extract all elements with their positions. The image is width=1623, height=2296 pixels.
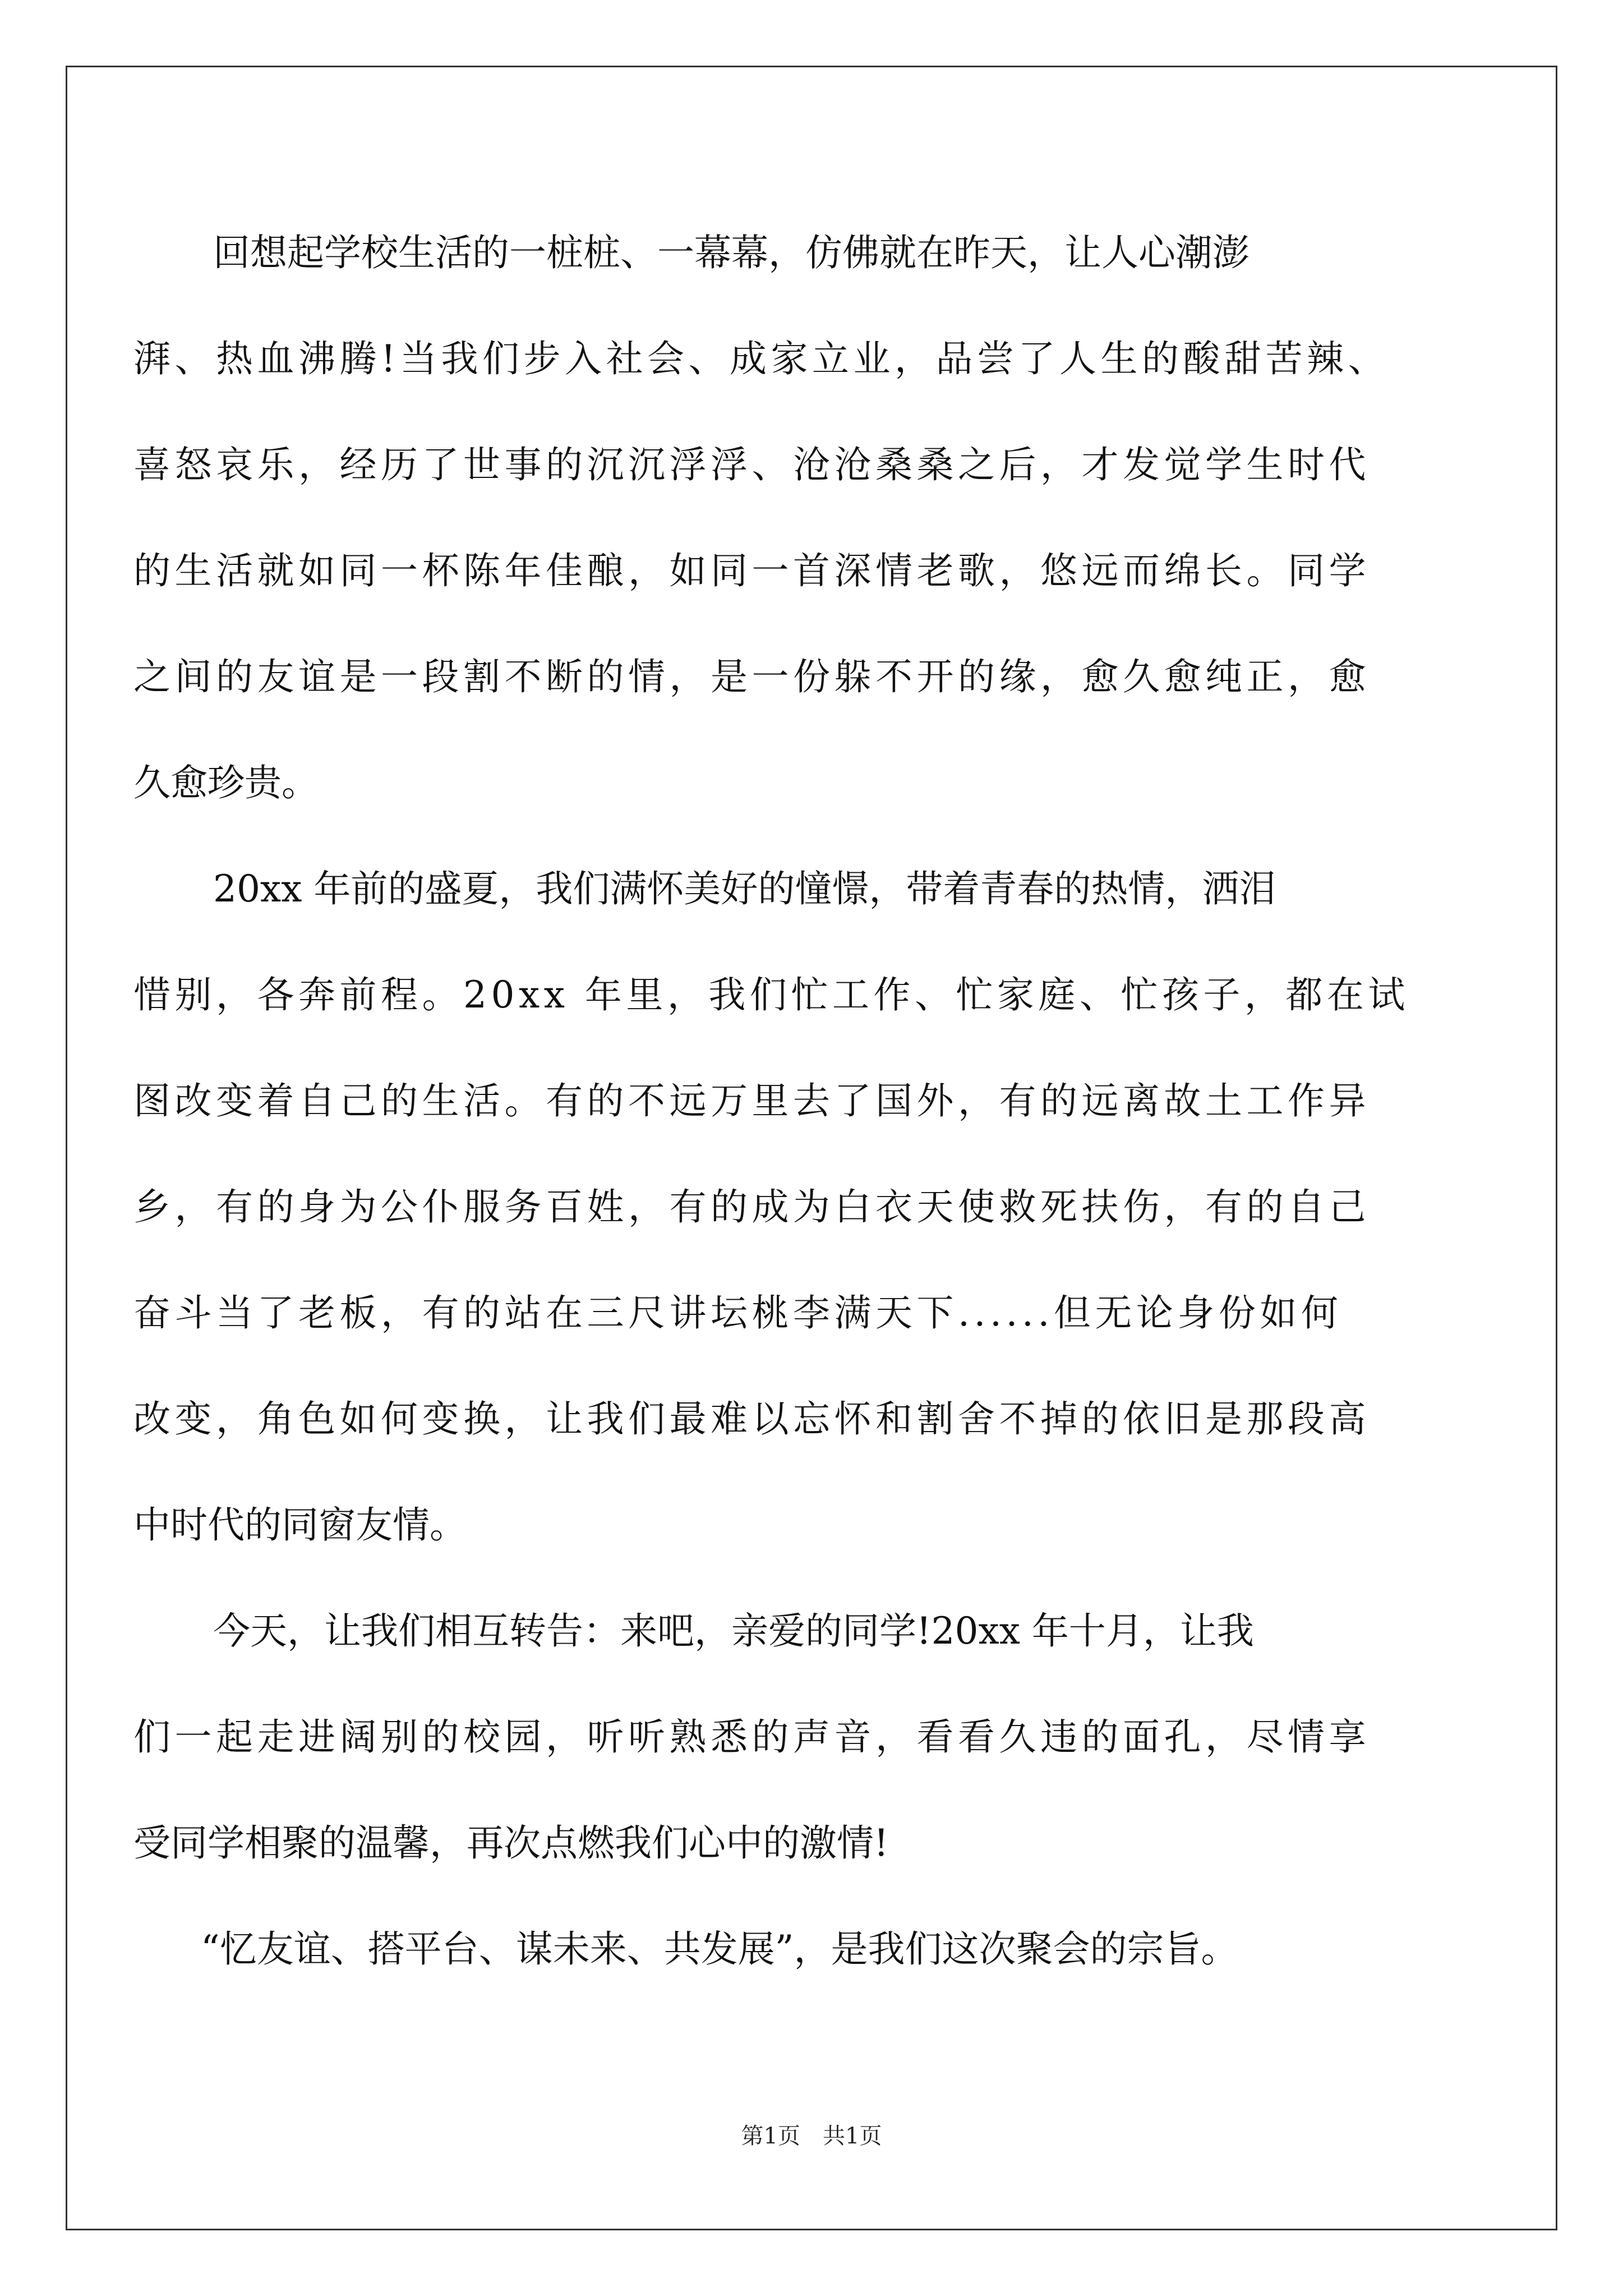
text-line: 今天，让我们相互转告：来吧，亲爱的同学!20xx 年十月，让我 [213, 1609, 1254, 1653]
text-line: 乡，有的身为公仆服务百姓，有的成为白衣天使救死扶伤，有的自己 [133, 1185, 1370, 1228]
text-line: 惜别，各奔前程。20xx 年里，我们忙工作、忙家庭、忙孩子，都在试 [133, 973, 1409, 1016]
text-line: 之间的友谊是一段割不断的情，是一份躲不开的缘，愈久愈纯正，愈 [133, 655, 1370, 698]
text-line: 图改变着自己的生活。有的不远万里去了国外，有的远离故土工作异 [133, 1079, 1370, 1122]
text-line: 湃、热血沸腾!当我们步入社会、成家立业，品尝了人生的酸甜苦辣、 [133, 337, 1390, 380]
text-line: 喜怒哀乐，经历了世事的沉沉浮浮、沧沧桑桑之后，才发觉学生时代 [133, 443, 1370, 486]
paragraph-2 [133, 854, 1460, 1596]
text-line: 20xx 年前的盛夏，我们满怀美好的憧憬，带着青春的热情，洒泪 [213, 867, 1276, 910]
document-body [133, 218, 1460, 2020]
text-line: 久愈珍贵。 [133, 761, 319, 804]
text-line: 们一起走进阔别的校园，听听熟悉的声音，看看久违的面孔，尽情享 [133, 1715, 1370, 1759]
text-line: 的生活就如同一杯陈年佳酿，如同一首深情老歌，悠远而绵长。同学 [133, 549, 1370, 592]
text-line: 受同学相聚的温馨，再次点燃我们心中的激情! [133, 1821, 889, 1865]
text-line: 改变，角色如何变换，让我们最难以忘怀和割舍不掉的依旧是那段高 [133, 1397, 1370, 1441]
page-footer: 第1页 共1页 [741, 2123, 882, 2149]
paragraph-1 [133, 218, 1460, 854]
text-line: 中时代的同窗友情。 [133, 1503, 467, 1547]
text-line: 奋斗当了老板，有的站在三尺讲坛桃李满天下......但无论身份如何 [133, 1291, 1343, 1335]
text-line: “忆友谊、搭平台、谋未来、共发展”，是我们这次聚会的宗旨。 [201, 1927, 1238, 1971]
paragraph-3 [133, 1596, 1460, 1914]
text-line: 回想起学校生活的一桩桩、一幕幕，仿佛就在昨天，让人心潮澎 [213, 231, 1249, 274]
paragraph-4 [133, 1914, 1460, 2020]
